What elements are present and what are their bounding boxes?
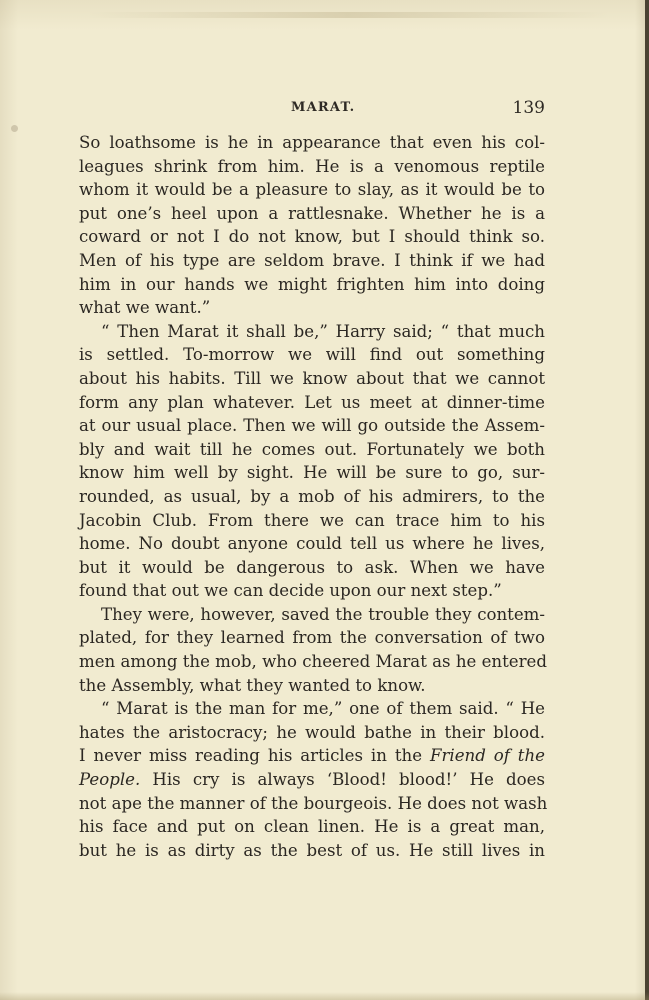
page-edge — [645, 0, 649, 1000]
text-line: So loathsome is he in appearance that even his col- — [79, 133, 545, 152]
text-line: the Assembly, what they wanted to know. — [79, 675, 426, 695]
text-line: rounded, as usual, by a mob of his admirers, to the — [79, 486, 545, 506]
text-line: him in our hands we might frighten him into doing — [79, 274, 545, 294]
text-line: at our usual place. Then we will go outside the Assem- — [79, 416, 545, 436]
text-line: but he is as dirty as the best of us. He still lives in — [79, 840, 545, 860]
running-head-title: MARAT. — [291, 100, 356, 115]
text-line: Men of his type are seldom brave. I think if we had — [79, 250, 545, 270]
text-line: found that out we can decide upon our next step.” — [79, 581, 502, 601]
italic-title: Friend of the — [429, 746, 545, 766]
text-line: home. No doubt anyone could tell us where he lives, — [79, 534, 545, 554]
paper-spot — [11, 125, 18, 132]
text-line: is settled. To-morrow we will find out something — [79, 345, 545, 365]
text-line — [79, 768, 545, 792]
text-line-segment: I never miss reading his articles in the — [79, 746, 423, 766]
page-number: 139 — [512, 98, 545, 118]
page-bottom-edge — [0, 992, 649, 1000]
text-line: men among the mob, who cheered Marat as he entered — [79, 652, 547, 672]
running-head — [79, 98, 545, 122]
text-line: hates the aristocracy; he would bathe in their blood. — [79, 722, 545, 742]
text-line: but it would be dangerous to ask. When we have — [79, 557, 545, 577]
text-line: “ Then Marat it shall be,” Harry said; “ that much — [101, 321, 545, 341]
page-top-shadow — [88, 12, 608, 18]
text-line: whom it would be a pleasure to slay, as it would be to — [79, 180, 545, 200]
text-line: coward or not I do not know, but I should think so. — [79, 227, 545, 247]
text-line: form any plan whatever. Let us meet at dinner-time — [79, 392, 545, 412]
text-line: his face and put on clean linen. He is a great man, — [79, 817, 545, 837]
text-line: what we want.” — [79, 298, 211, 318]
text-line: bly and wait till he comes out. Fortunately we both — [79, 439, 545, 459]
text-line: plated, for they learned from the conversation of two — [79, 628, 545, 648]
italic-title: People. — [79, 770, 141, 790]
body-text — [79, 131, 548, 862]
text-line: Jacobin Club. From there we can trace him to his — [79, 510, 545, 530]
text-line: not ape the manner of the bourgeois. He does not wash — [79, 793, 548, 813]
text-line-segment: His cry is always ‘Blood! blood!’ He does — [140, 770, 545, 790]
text-line: leagues shrink from him. He is a venomous reptile — [79, 156, 545, 176]
text-line: put one’s heel upon a rattlesnake. Whether he is a — [79, 203, 545, 223]
text-line: know him well by sight. He will be sure to go, sur- — [79, 463, 545, 483]
text-line: about his habits. Till we know about that we cannot — [79, 368, 545, 388]
text-line: They were, however, saved the trouble they contem- — [101, 604, 545, 624]
text-line: “ Marat is the man for me,” one of them said. “ He — [101, 699, 545, 719]
text-line — [79, 744, 545, 768]
